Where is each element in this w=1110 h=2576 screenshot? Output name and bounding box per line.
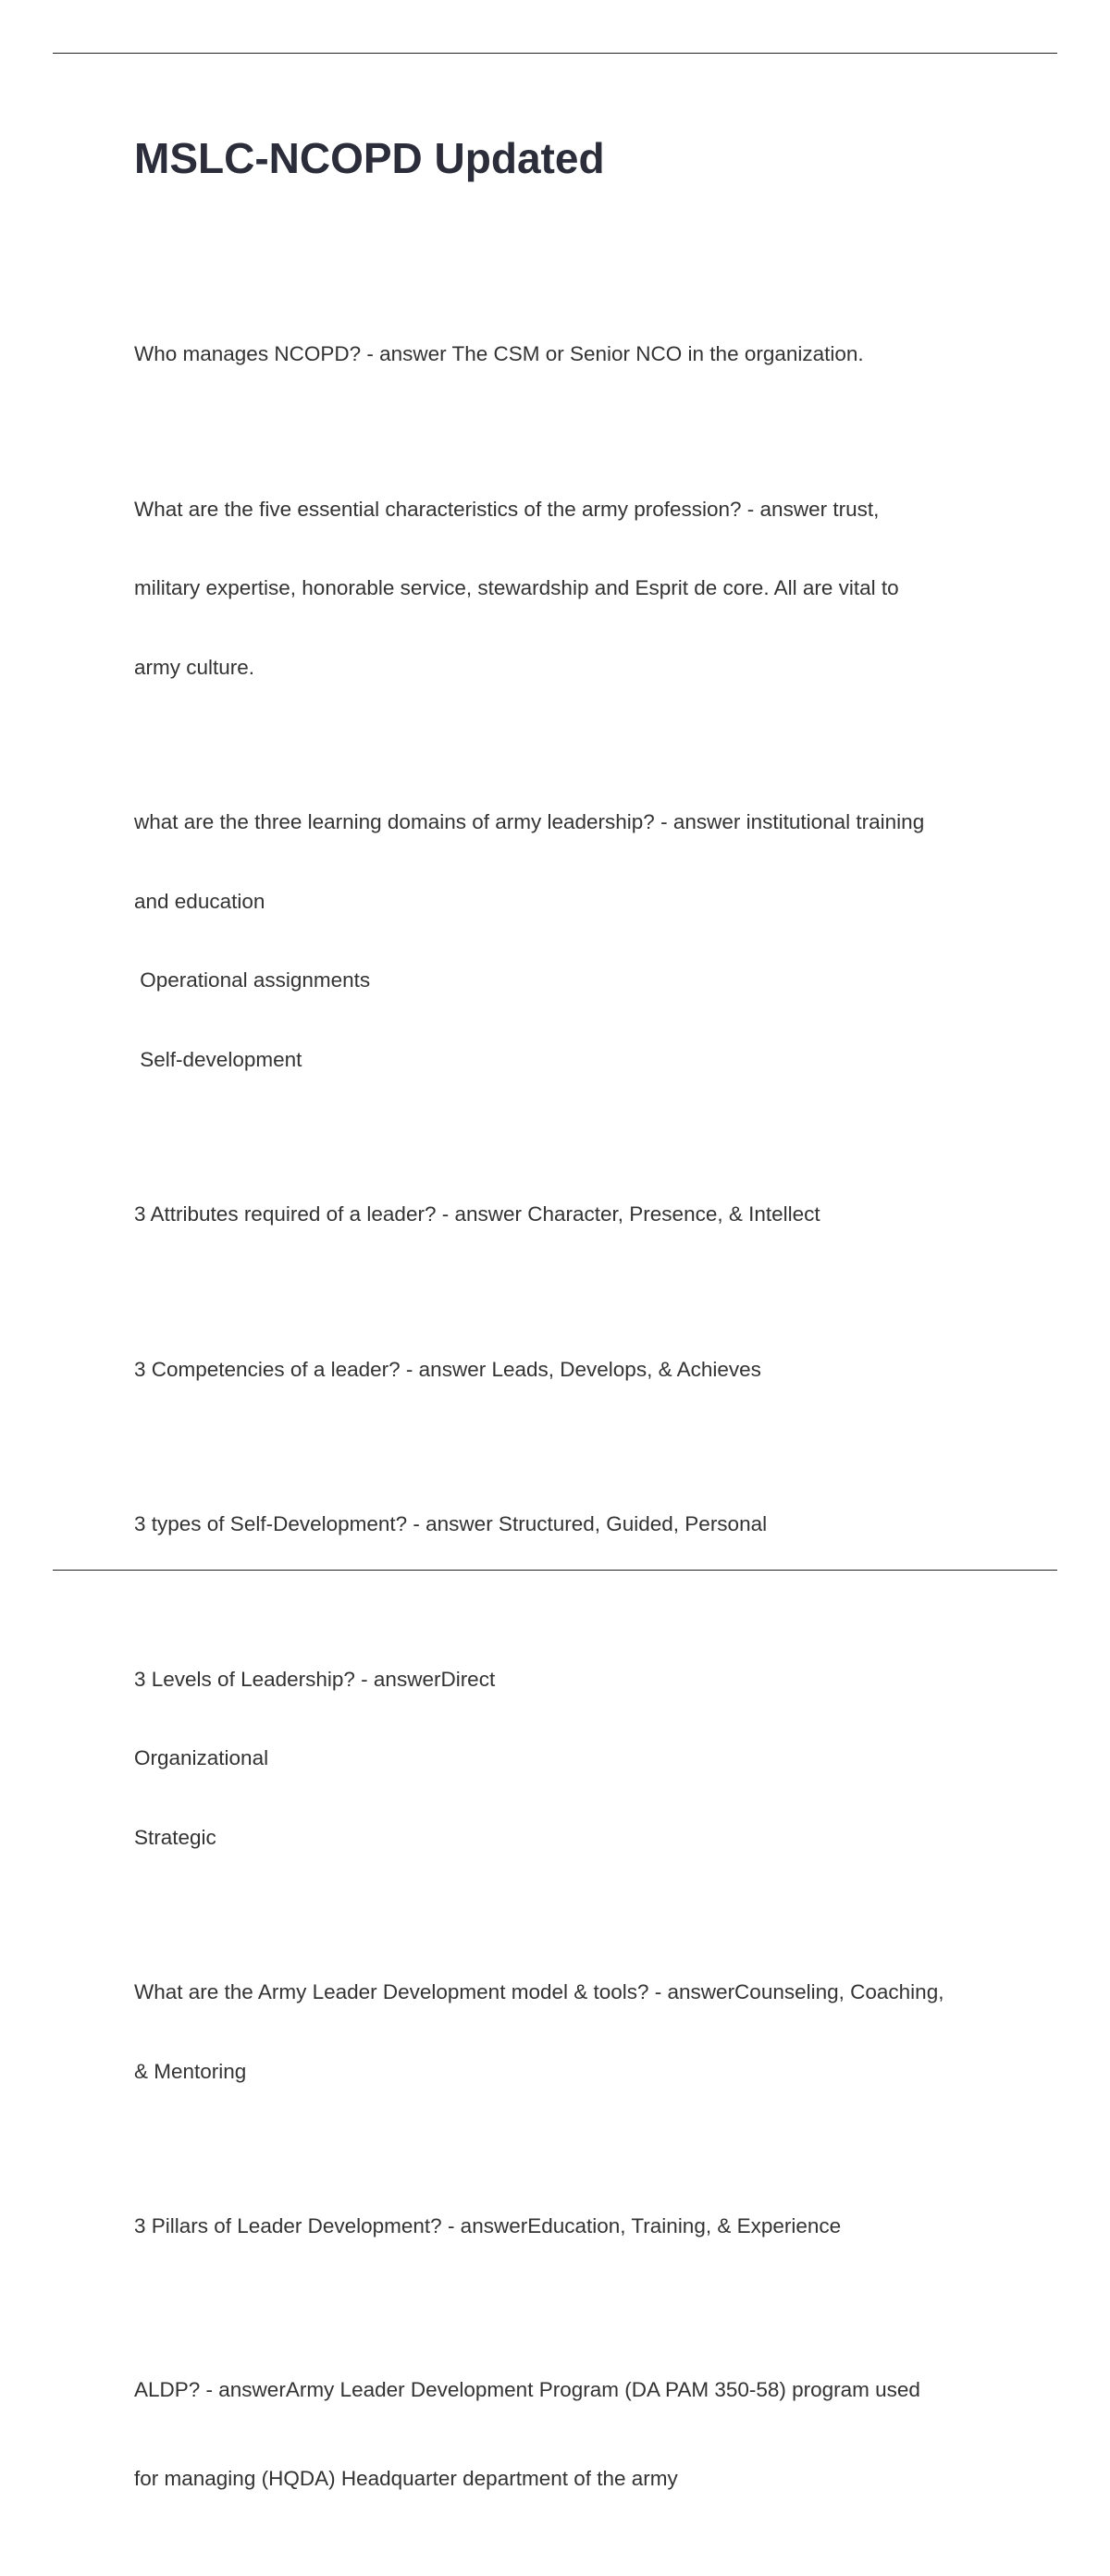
- qa-item: [134, 1614, 1008, 1904]
- qa-item: [134, 757, 1008, 1126]
- qa-line: Strategic: [134, 1825, 216, 1849]
- document-title: MSLC-NCOPD Updated: [134, 134, 605, 182]
- qa-line: What are the Army Leader Development model & tools? - answerCounseling, Coaching,: [134, 1980, 944, 2003]
- bottom-rule: [53, 1570, 1057, 1571]
- qa-item: [134, 444, 1008, 734]
- qa-item: [134, 2161, 1008, 2293]
- qa-list: [134, 289, 1008, 2576]
- qa-line: 3 Levels of Leadership? - answerDirect: [134, 1667, 496, 1691]
- top-rule: [53, 53, 1057, 54]
- qa-line: Organizational: [134, 1746, 269, 1769]
- qa-line: for managing (HQDA) Headquarter department of the army: [134, 2466, 678, 2490]
- qa-line: What are the five essential characteristics of the army profession? - answer trust,: [134, 497, 880, 521]
- qa-line: and education: [134, 889, 265, 913]
- qa-item: [134, 1149, 1008, 1281]
- qa-line: army culture.: [134, 655, 255, 679]
- qa-line: 3 types of Self-Development? - answer Structured, Guided, Personal: [134, 1512, 768, 1535]
- qa-line: 3 Competencies of a leader? - answer Leads, Develops, & Achieves: [134, 1357, 761, 1381]
- qa-item: [134, 2316, 1008, 2553]
- qa-line: Self-development: [134, 1047, 302, 1071]
- qa-line: what are the three learning domains of army leadership? - answer institutional training: [134, 810, 925, 833]
- qa-line: ALDP? - answerArmy Leader Development Program (DA PAM 350-58) program used: [134, 2377, 920, 2401]
- qa-line: & Mentoring: [134, 2059, 247, 2083]
- qa-line: military expertise, honorable service, stewardship and Esprit de core. All are vital to: [134, 576, 899, 599]
- qa-line: 3 Attributes required of a leader? - answer Character, Presence, & Intellect: [134, 1202, 820, 1226]
- qa-item: [134, 1459, 1008, 1591]
- qa-line: 3 Pillars of Leader Development? - answerEducation, Training, & Experience: [134, 2214, 842, 2237]
- qa-item: [134, 1304, 1008, 1436]
- qa-line: Operational assignments: [134, 968, 371, 992]
- qa-line: Who manages NCOPD? - answer The CSM or Senior NCO in the organization.: [134, 342, 864, 365]
- qa-item: [134, 289, 1008, 421]
- qa-item: [134, 1927, 1008, 2138]
